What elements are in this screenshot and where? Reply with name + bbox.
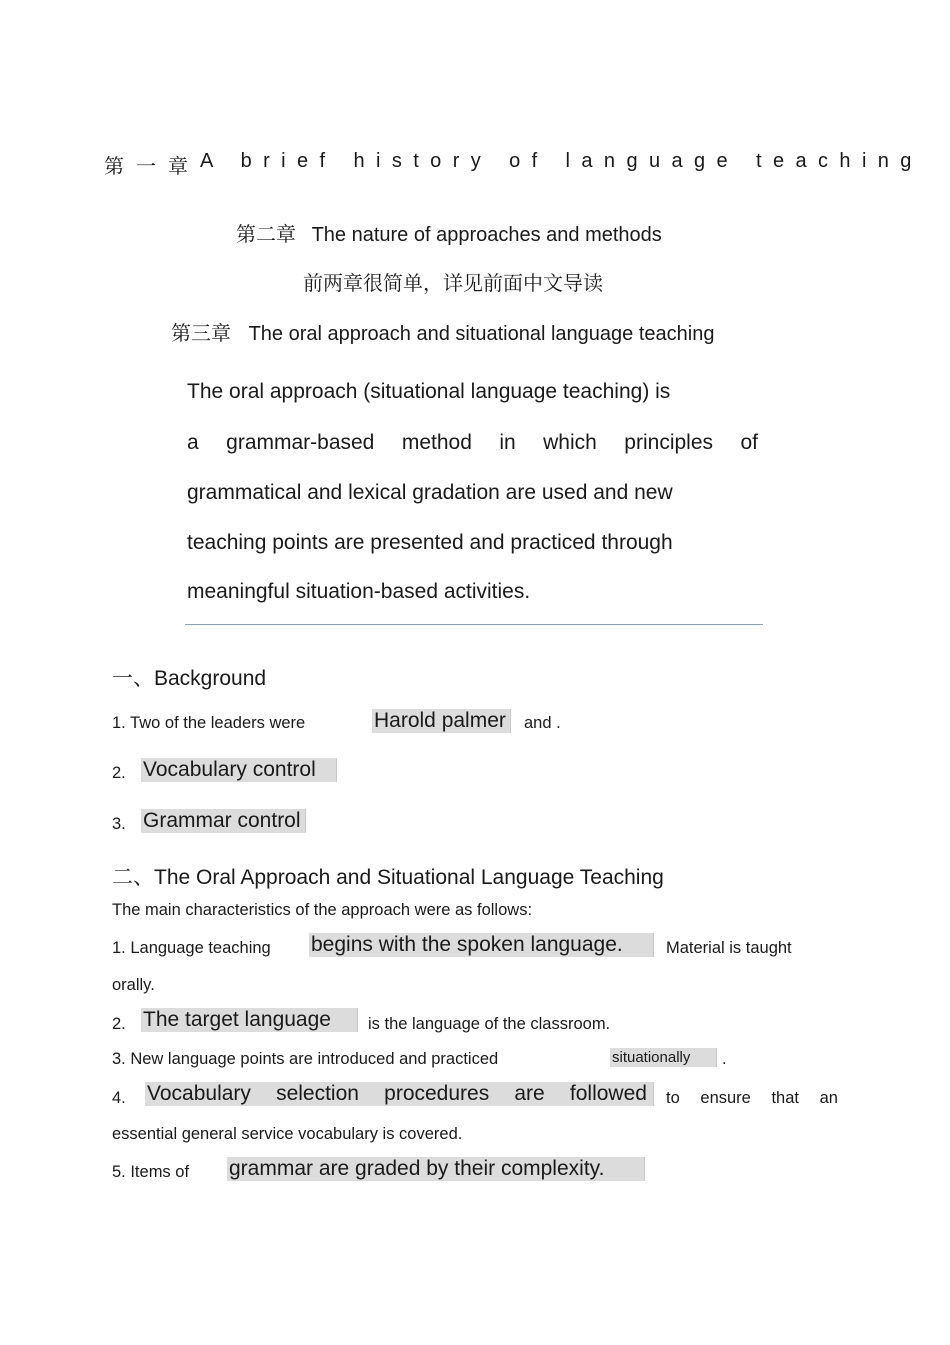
char-item-4-answer <box>145 1082 654 1106</box>
char-item-4-suffix <box>666 1089 838 1108</box>
chapter-1-heading <box>104 150 923 179</box>
bg-item-2-answer: Vocabulary control <box>141 758 337 782</box>
word: in <box>499 431 516 454</box>
chapter-3-heading <box>171 317 714 346</box>
bg-item-1-suffix: and . <box>524 714 561 732</box>
chapter-1-label: 第一章 <box>104 154 200 178</box>
section-2-title: The Oral Approach and Situational Language Teaching <box>154 866 664 889</box>
definition-line-4: teaching points are presented and practiced through <box>187 531 673 554</box>
word: followed <box>569 1082 647 1105</box>
word: of <box>740 431 758 454</box>
char-item-4-number: 4. <box>112 1089 126 1107</box>
bg-item-1-answer: Harold palmer <box>372 709 511 733</box>
section-2-heading <box>112 861 664 891</box>
char-item-1-answer: begins with the spoken language. <box>309 933 654 957</box>
word: procedures <box>384 1082 490 1105</box>
char-item-3-answer: situationally <box>610 1048 717 1067</box>
char-item-5-answer: grammar are graded by their complexity. <box>227 1157 645 1181</box>
section-1-title: Background <box>154 667 267 690</box>
char-item-1-suffix: Material is taught <box>666 939 792 957</box>
char-item-2-number: 2. <box>112 1015 126 1033</box>
chapter-2-title: The nature of approaches and methods <box>311 224 662 246</box>
char-item-2-suffix: is the language of the classroom. <box>368 1015 611 1033</box>
char-item-2-answer: The target language <box>141 1008 358 1032</box>
word: ensure <box>700 1089 751 1107</box>
chinese-note: 前两章很简单，详见前面中文导读 <box>303 271 603 295</box>
word: grammar-based <box>226 431 375 454</box>
word: which <box>543 431 597 454</box>
char-item-1-continuation: orally. <box>112 976 155 994</box>
bg-item-3-answer: Grammar control <box>141 809 306 833</box>
bg-item-1-prefix: 1. Two of the leaders were <box>112 714 306 732</box>
section-1-number: 一、 <box>112 666 154 690</box>
word: method <box>401 431 472 454</box>
chapter-1-title: A brief history of language teaching <box>200 150 923 172</box>
word: Vocabulary <box>147 1082 251 1105</box>
word: an <box>819 1089 838 1107</box>
section-1-heading <box>112 662 266 692</box>
char-item-1-prefix: 1. Language teaching <box>112 939 271 957</box>
definition-line-3: grammatical and lexical gradation are used and new <box>187 481 673 504</box>
char-item-5-prefix: 5. Items of <box>112 1163 190 1181</box>
chapter-3-title: The oral approach and situational language teaching <box>248 323 715 345</box>
definition-line-2 <box>187 431 758 455</box>
chapter-2-heading <box>236 218 662 247</box>
word: are <box>514 1082 545 1105</box>
divider-line <box>185 624 763 625</box>
definition-line-1: The oral approach (situational language teaching) is <box>187 380 671 403</box>
word: a <box>187 431 199 454</box>
word: principles <box>624 431 714 454</box>
char-item-4-continuation: essential general service vocabulary is covered. <box>112 1125 463 1143</box>
word: selection <box>276 1082 359 1105</box>
section-2-intro: The main characteristics of the approach were as follows: <box>112 901 533 919</box>
chapter-3-label: 第三章 <box>171 321 231 345</box>
chapter-2-label: 第二章 <box>236 222 296 246</box>
bg-item-3-number: 3. <box>112 815 126 833</box>
char-item-3-prefix: 3. New language points are introduced and practiced <box>112 1050 499 1068</box>
section-2-number: 二、 <box>112 865 154 889</box>
definition-line-5: meaningful situation-based activities. <box>187 580 531 603</box>
bg-item-2-number: 2. <box>112 764 126 782</box>
word: to <box>666 1089 680 1107</box>
char-item-3-suffix: . <box>722 1050 727 1068</box>
word: that <box>771 1089 799 1107</box>
